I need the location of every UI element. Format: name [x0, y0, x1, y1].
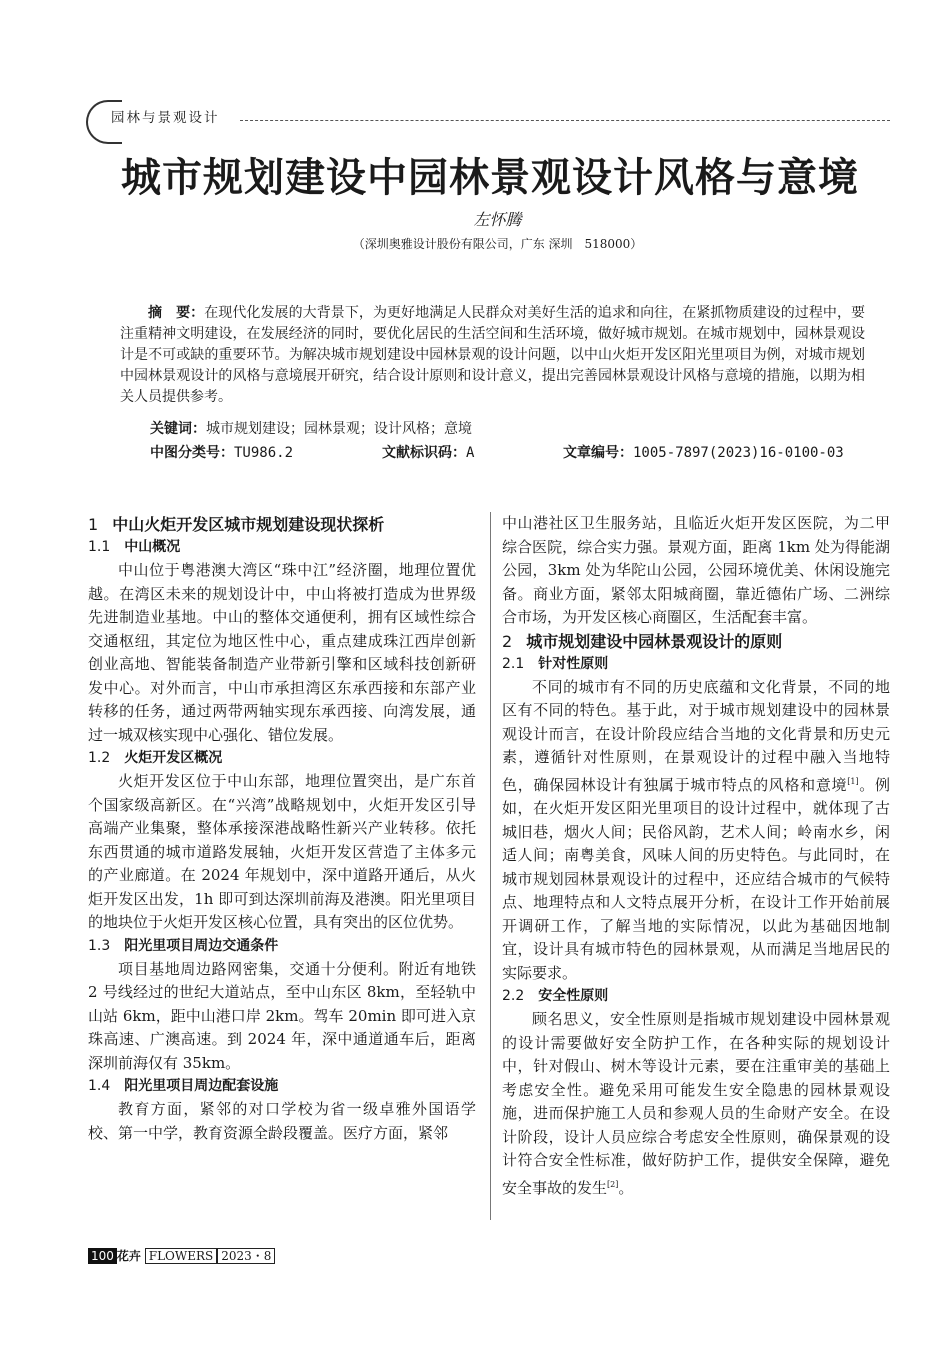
article-label: 文章编号：: [563, 445, 633, 461]
column-divider: [490, 512, 491, 1220]
doc-value: A: [466, 445, 475, 461]
journal-name: 花卉: [116, 1249, 141, 1263]
paragraph: 火炬开发区位于中山东部，地理位置突出，是广东首个国家级高新区。在“兴湾”战略规划中，火炬开发区引导高端产业集聚，整体承接深港战略性新兴产业转移。依托东西贯通的城市道路发展轴，火炬开发区营造了主体多元的产业廊道。在 2024 年规划中，深中道路开通后，从火炬开发区出发，1h 即可到达深圳前海及港澳。阳光里项目的地块位于火炬开发区核心位置，具有突出的区位优势。: [88, 772, 476, 931]
doc-label: 文献标识码：: [382, 445, 466, 461]
page-number: 100: [88, 1248, 117, 1264]
abstract-label: 摘 要：: [148, 305, 205, 321]
paragraph: 中山位于粤港澳大湾区“珠中江”经济圈，地理位置优越。在湾区未来的规划设计中，中山将被打造成为世界级先进制造业基地。中山的整体交通便利，拥有区域性综合交通枢纽，其定位为地区性中心，重点建成珠江西岸创新创业高地、智能装备制造产业带新引擎和区域科技创新研发中心。对外而言，中山市承担湾区东承西接和东部产业转移的任务，通过两带两轴实现东承西接、向湾发展，通过一城双核实现中心强化、错位发展。: [88, 561, 476, 744]
subsection-heading: 1.2 火炬开发区概况: [88, 750, 223, 766]
clc-number: [150, 442, 293, 462]
article-number: [563, 442, 844, 462]
subsection-heading: 1.3 阳光里项目周边交通条件: [88, 937, 279, 954]
subsection-heading: 1.1 中山概况: [88, 539, 181, 555]
paragraph: 不同的城市有不同的历史底蕴和文化背景，不同的地区有不同的特色。基于此，对于城市规划建设中的园林景观设计而言，在设计阶段应结合当地的文化背景和历史元素，遵循针对性原则，在景观设计的过程中融入当地特色，确保园林设计有独属于城市特点的风格和意境[1]。例如，在火炬开发区阳光里项目的设计过程中，就体现了古城旧巷，烟火人间；民俗风韵，艺术人间；岭南水乡，闲适人间；南粤美食，风味人间的历史特色。与此同时，在城市规划园林景观设计的过程中，还应结合城市的气候特点、地理特点和人文特点展开分析，在设计工作开始前展开调研工作，了解当地的实际情况，以此为基础因地制宜，设计具有城市特色的园林景观，从而满足当地居民的实际要求。: [502, 677, 890, 982]
paragraph: 教育方面，紧邻的对口学校为省一级卓雅外国语学校、第一中学，教育资源全龄段覆盖。医疗方面，紧邻: [88, 1100, 476, 1142]
keywords-text: 城市规划建设；园林景观；设计风格；意境: [206, 421, 472, 437]
author: 左怀腾: [473, 210, 522, 229]
affiliation: （深圳奥雅设计股份有限公司，广东 深圳 518000）: [352, 237, 643, 251]
article-title: 城市规划建设中园林景观设计风格与意境: [121, 154, 859, 201]
subsection-heading: 2.2 安全性原则: [502, 988, 609, 1004]
right-column: [502, 512, 890, 1200]
clc-value: TU986.2: [234, 445, 294, 461]
page-footer: [88, 1247, 275, 1264]
keywords-label: 关键词：: [150, 421, 206, 437]
subsection-heading: 1.4 阳光里项目周边配套设施: [88, 1078, 279, 1094]
left-column: [88, 513, 476, 1145]
keywords: [150, 418, 472, 438]
citation: [1]: [847, 776, 859, 786]
subsection-heading: 2.1 针对性原则: [502, 655, 609, 672]
paragraph: 顾名思义，安全性原则是指城市规划建设中园林景观的设计需要做好安全防护工作，在各种实际的规划设计中，针对假山、树木等设计元素，要在注重审美的基础上考虑安全性。避免采用可能发生安全隐患的园林景观设施，进而保护施工人员和参观人员的生命财产安全。在设计阶段，设计人员应综合考虑安全性原则，确保景观的设计符合安全性标准，做好防护工作，提供安全保障，避免安全事故的发生[2]。: [502, 1010, 890, 1197]
paragraph-continued: 中山港社区卫生服务站，且临近火炬开发区医院，为二甲综合医院，综合实力强。景观方面，距离 1km 处为得能湖公园，3km 处为华陀山公园，公园环境优美、休闲设施完备。商业方面，紧邻太阳城商圈，靠近德佑广场、二洲综合市场，为开发区核心商圈区，生活配套丰富。: [502, 514, 890, 626]
citation: [2]: [607, 1179, 619, 1189]
document-code: [382, 442, 474, 462]
abstract: [120, 303, 865, 408]
article-value: 1005-7897(2023)16-0100-03: [633, 445, 844, 461]
section-heading: 2 城市规划建设中园林景观设计的原则: [502, 631, 783, 651]
header-dashed-rule: [240, 120, 890, 121]
abstract-text: 在现代化发展的大背景下，为更好地满足人民群众对美好生活的追求和向往，在紧抓物质建设的过程中，要注重精神文明建设，在发展经济的同时，要优化居民的生活空间和生活环境，做好城市规划。在城市规划中，园林景观设计是不可或缺的重要环节。为解决城市规划建设中园林景观的设计问题，以中山火炬开发区阳光里项目为例，对城市规划中园林景观设计的风格与意境展开研究，结合设计原则和设计意义，提出完善园林景观设计风格与意境的措施，以期为相关人员提供参考。: [120, 305, 866, 405]
journal-name-en: FLOWERS: [145, 1248, 217, 1264]
section-label: 园林与景观设计: [111, 110, 220, 126]
paragraph: 项目基地周边路网密集，交通十分便利。附近有地铁 2 号线经过的世纪大道站点，至中山东区 8km，至轻轨中山站 6km，距中山港口岸 2km。驾车 20min 即可进入京珠高速、广澳高速。到 2024 年，深中通道通车后，距离深圳前海仅有 35km。: [88, 959, 476, 1072]
issue: 2023・8: [217, 1248, 275, 1264]
section-heading: 1 中山火炬开发区城市规划建设现状探析: [88, 515, 385, 534]
clc-label: 中图分类号：: [150, 445, 234, 461]
